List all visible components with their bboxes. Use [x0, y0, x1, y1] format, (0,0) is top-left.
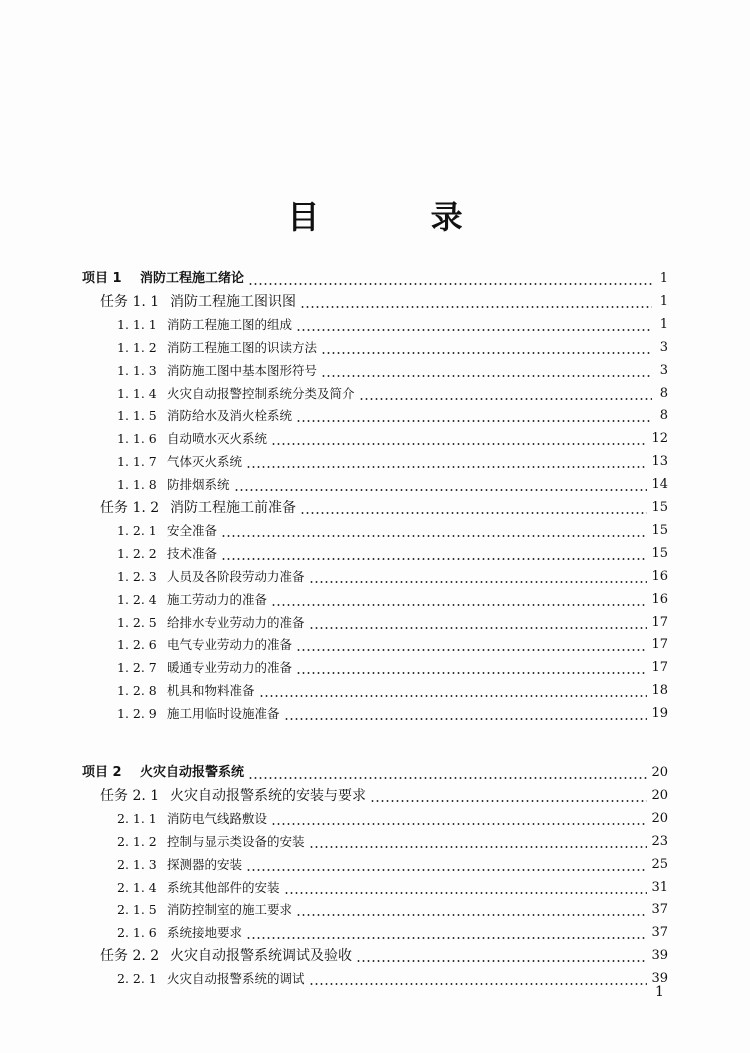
toc-entry-number: 2. 1. 6 [117, 925, 157, 941]
toc-entry[interactable] [0, 314, 750, 336]
toc-entry[interactable] [0, 497, 750, 519]
toc-entry-number: 1. 1. 3 [117, 362, 157, 378]
toc-entry-label: 消防施工图中基本图形符号 [167, 362, 318, 378]
toc-entry-label: 气体灭火系统 [167, 454, 243, 470]
dot-leader [359, 383, 652, 405]
toc-entry-page: 23 [651, 833, 668, 849]
dot-leader [271, 428, 647, 450]
toc-entry-label: 探测器的安装 [167, 856, 243, 872]
toc-entry-number: 1. 2. 6 [117, 637, 157, 653]
dot-leader [221, 520, 647, 542]
dot-leader [246, 854, 647, 876]
toc-entry-number: 任务 1. 2 [100, 500, 160, 516]
toc-entry-label: 消防工程施工绪论 [140, 271, 245, 286]
toc-entry-label: 消防工程施工图的识读方法 [167, 339, 318, 355]
toc-entry-page: 19 [651, 706, 668, 722]
toc-entry-label: 自动喷水灭火系统 [167, 431, 268, 447]
toc-entry[interactable] [0, 589, 750, 611]
toc-entry-label: 消防电气线路敷设 [167, 810, 268, 826]
toc-entry[interactable] [0, 428, 750, 450]
toc-entry-label: 暖通专业劳动力的准备 [167, 660, 293, 676]
toc-entry-number: 1. 2. 2 [117, 545, 157, 561]
toc-entry[interactable] [0, 543, 750, 565]
toc-entry-page: 25 [651, 856, 668, 872]
toc-entry-label: 施工用临时设施准备 [167, 706, 280, 722]
toc-entry-number: 1. 1. 2 [117, 339, 157, 355]
toc-entry[interactable] [0, 968, 750, 990]
toc-entry-page: 1 [659, 316, 668, 332]
dot-leader [296, 634, 647, 656]
toc-entry-number: 项目 1 [82, 271, 122, 286]
dot-leader [246, 451, 647, 473]
toc-entry-number: 1. 2. 9 [117, 706, 157, 722]
toc-entry-label: 给排水专业劳动力的准备 [167, 614, 305, 630]
toc-entry[interactable] [0, 634, 750, 656]
toc-entry-page: 20 [651, 810, 668, 826]
dot-leader [309, 566, 648, 588]
toc-entry-page: 15 [651, 500, 668, 515]
toc-entry-label: 施工劳动力的准备 [167, 591, 268, 607]
toc-entry-number: 2. 1. 3 [117, 856, 157, 872]
dot-leader [296, 405, 652, 427]
toc-entry-number: 1. 2. 7 [117, 660, 157, 676]
toc-entry-label: 消防工程施工图的组成 [167, 316, 293, 332]
toc-entry[interactable] [0, 268, 750, 290]
dot-leader [234, 474, 648, 496]
toc-entry[interactable] [0, 520, 750, 542]
page-title: 目 录 [287, 198, 513, 236]
toc-entry-number: 2. 1. 4 [117, 879, 157, 895]
toc-entry-number: 1. 1. 6 [117, 431, 157, 447]
toc-entry-page: 18 [651, 683, 668, 699]
toc-entry[interactable] [0, 405, 750, 427]
toc-entry-page: 20 [651, 765, 668, 780]
toc-entry-label: 人员及各阶段劳动力准备 [167, 568, 305, 584]
toc-entry[interactable] [0, 922, 750, 944]
toc-entry-page: 37 [651, 925, 668, 941]
toc-entry-page: 3 [659, 362, 668, 378]
toc-entry-page: 31 [651, 879, 668, 895]
toc-entry[interactable] [0, 383, 750, 405]
toc-entry[interactable] [0, 451, 750, 473]
toc-entry-page: 17 [651, 637, 668, 653]
toc-entry-page: 15 [651, 522, 668, 538]
toc-entry-label: 火灾自动报警系统调试及验收 [170, 948, 352, 965]
toc-entry-number: 1. 1. 7 [117, 454, 157, 470]
toc-entry-number: 1. 1. 5 [117, 408, 157, 424]
toc-entry[interactable] [0, 337, 750, 359]
toc-entry[interactable] [0, 566, 750, 588]
toc-entry[interactable] [0, 877, 750, 899]
toc-entry[interactable] [0, 785, 750, 807]
dot-leader [221, 543, 647, 565]
toc-entry-page: 39 [651, 948, 668, 964]
dot-leader [296, 899, 647, 921]
toc-entry-page: 16 [651, 591, 668, 607]
dot-leader [246, 922, 647, 944]
toc-entry-label: 火灾自动报警系统的安装与要求 [170, 787, 366, 804]
toc-entry-label: 系统接地要求 [167, 925, 243, 941]
dot-leader [309, 831, 648, 853]
toc-entry-number: 2. 1. 1 [117, 810, 157, 826]
toc-entry-label: 消防工程施工图识图 [170, 293, 296, 310]
toc-entry-number: 1. 2. 8 [117, 683, 157, 699]
dot-leader [321, 337, 652, 359]
dot-leader [370, 785, 647, 807]
toc-entry[interactable] [0, 945, 750, 967]
toc-entry-number: 项目 2 [82, 765, 122, 780]
toc-entry-number: 任务 2. 1 [100, 787, 160, 804]
toc-entry-page: 14 [651, 477, 668, 493]
toc-entry-number: 1. 2. 4 [117, 591, 157, 607]
toc-entry-number: 任务 2. 2 [100, 948, 160, 965]
toc-entry-label: 系统其他部件的安装 [167, 879, 280, 895]
toc-entry[interactable] [0, 474, 750, 496]
toc-entry[interactable] [0, 680, 750, 702]
toc-entry-number: 2. 1. 5 [117, 902, 157, 918]
toc-entry-page: 1 [659, 271, 668, 286]
dot-leader [284, 703, 648, 725]
dot-leader [271, 808, 647, 830]
toc-entry-page: 15 [651, 545, 668, 561]
toc-entry-number: 1. 1. 4 [117, 385, 157, 401]
toc-entry-page: 12 [651, 431, 668, 447]
toc-entry[interactable] [0, 360, 750, 382]
toc-entry-page: 37 [651, 902, 668, 918]
dot-leader [300, 291, 652, 313]
toc-entry-page: 17 [651, 614, 668, 630]
dot-leader [296, 314, 652, 336]
toc-entry-number: 2. 2. 1 [117, 971, 157, 987]
dot-leader [356, 945, 647, 967]
toc-entry-label: 火灾自动报警系统 [140, 765, 245, 780]
toc-entry[interactable] [0, 612, 750, 634]
dot-leader [259, 680, 648, 702]
toc-entry[interactable] [0, 831, 750, 853]
toc-entry-label: 机具和物料准备 [167, 683, 255, 699]
dot-leader [321, 360, 652, 382]
toc-entry[interactable] [0, 291, 750, 313]
toc-entry-number: 1. 1. 8 [117, 477, 157, 493]
toc-entry-number: 1. 2. 1 [117, 522, 157, 538]
toc-entry-number: 任务 1. 1 [100, 293, 160, 310]
toc-entry[interactable] [0, 657, 750, 679]
toc-entry-label: 消防控制室的施工要求 [167, 902, 293, 918]
dot-leader [248, 268, 652, 290]
toc-entry-label: 火灾自动报警系统的调试 [167, 971, 305, 987]
toc-entry[interactable] [0, 899, 750, 921]
dot-leader [309, 968, 648, 990]
toc-entry-label: 安全准备 [167, 522, 218, 538]
toc-entry-number: 1. 2. 3 [117, 568, 157, 584]
dot-leader [300, 497, 647, 519]
toc-entry-label: 控制与显示类设备的安装 [167, 833, 305, 849]
toc-entry-label: 消防给水及消火栓系统 [167, 408, 293, 424]
toc-entry-number: 1. 2. 5 [117, 614, 157, 630]
toc-entry[interactable] [0, 703, 750, 725]
toc-entry-label: 防排烟系统 [167, 477, 230, 493]
dot-leader [296, 657, 647, 679]
toc-entry-page: 13 [651, 454, 668, 470]
toc-entry-label: 消防工程施工前准备 [170, 500, 296, 516]
toc-entry-page: 39 [651, 971, 668, 987]
toc-entry-page: 17 [651, 660, 668, 676]
toc-entry[interactable] [0, 808, 750, 830]
toc-entry-label: 电气专业劳动力的准备 [167, 637, 293, 653]
toc-entry-label: 火灾自动报警控制系统分类及简介 [167, 385, 355, 401]
toc-entry-page: 16 [651, 568, 668, 584]
toc-entry[interactable] [0, 762, 750, 784]
dot-leader [284, 877, 648, 899]
toc-entry-number: 1. 1. 1 [117, 316, 157, 332]
toc-entry-page: 20 [651, 787, 668, 803]
toc-entry-page: 3 [659, 339, 668, 355]
toc-entry-label: 技术准备 [167, 545, 218, 561]
dot-leader [309, 612, 648, 634]
toc-entry[interactable] [0, 854, 750, 876]
page-number: 1 [655, 984, 664, 1000]
toc-entry-number: 2. 1. 2 [117, 833, 157, 849]
toc-entry-page: 8 [659, 385, 668, 401]
dot-leader [248, 762, 647, 784]
toc-entry-page: 8 [659, 408, 668, 424]
dot-leader [271, 589, 647, 611]
toc-entry-page: 1 [659, 293, 668, 309]
